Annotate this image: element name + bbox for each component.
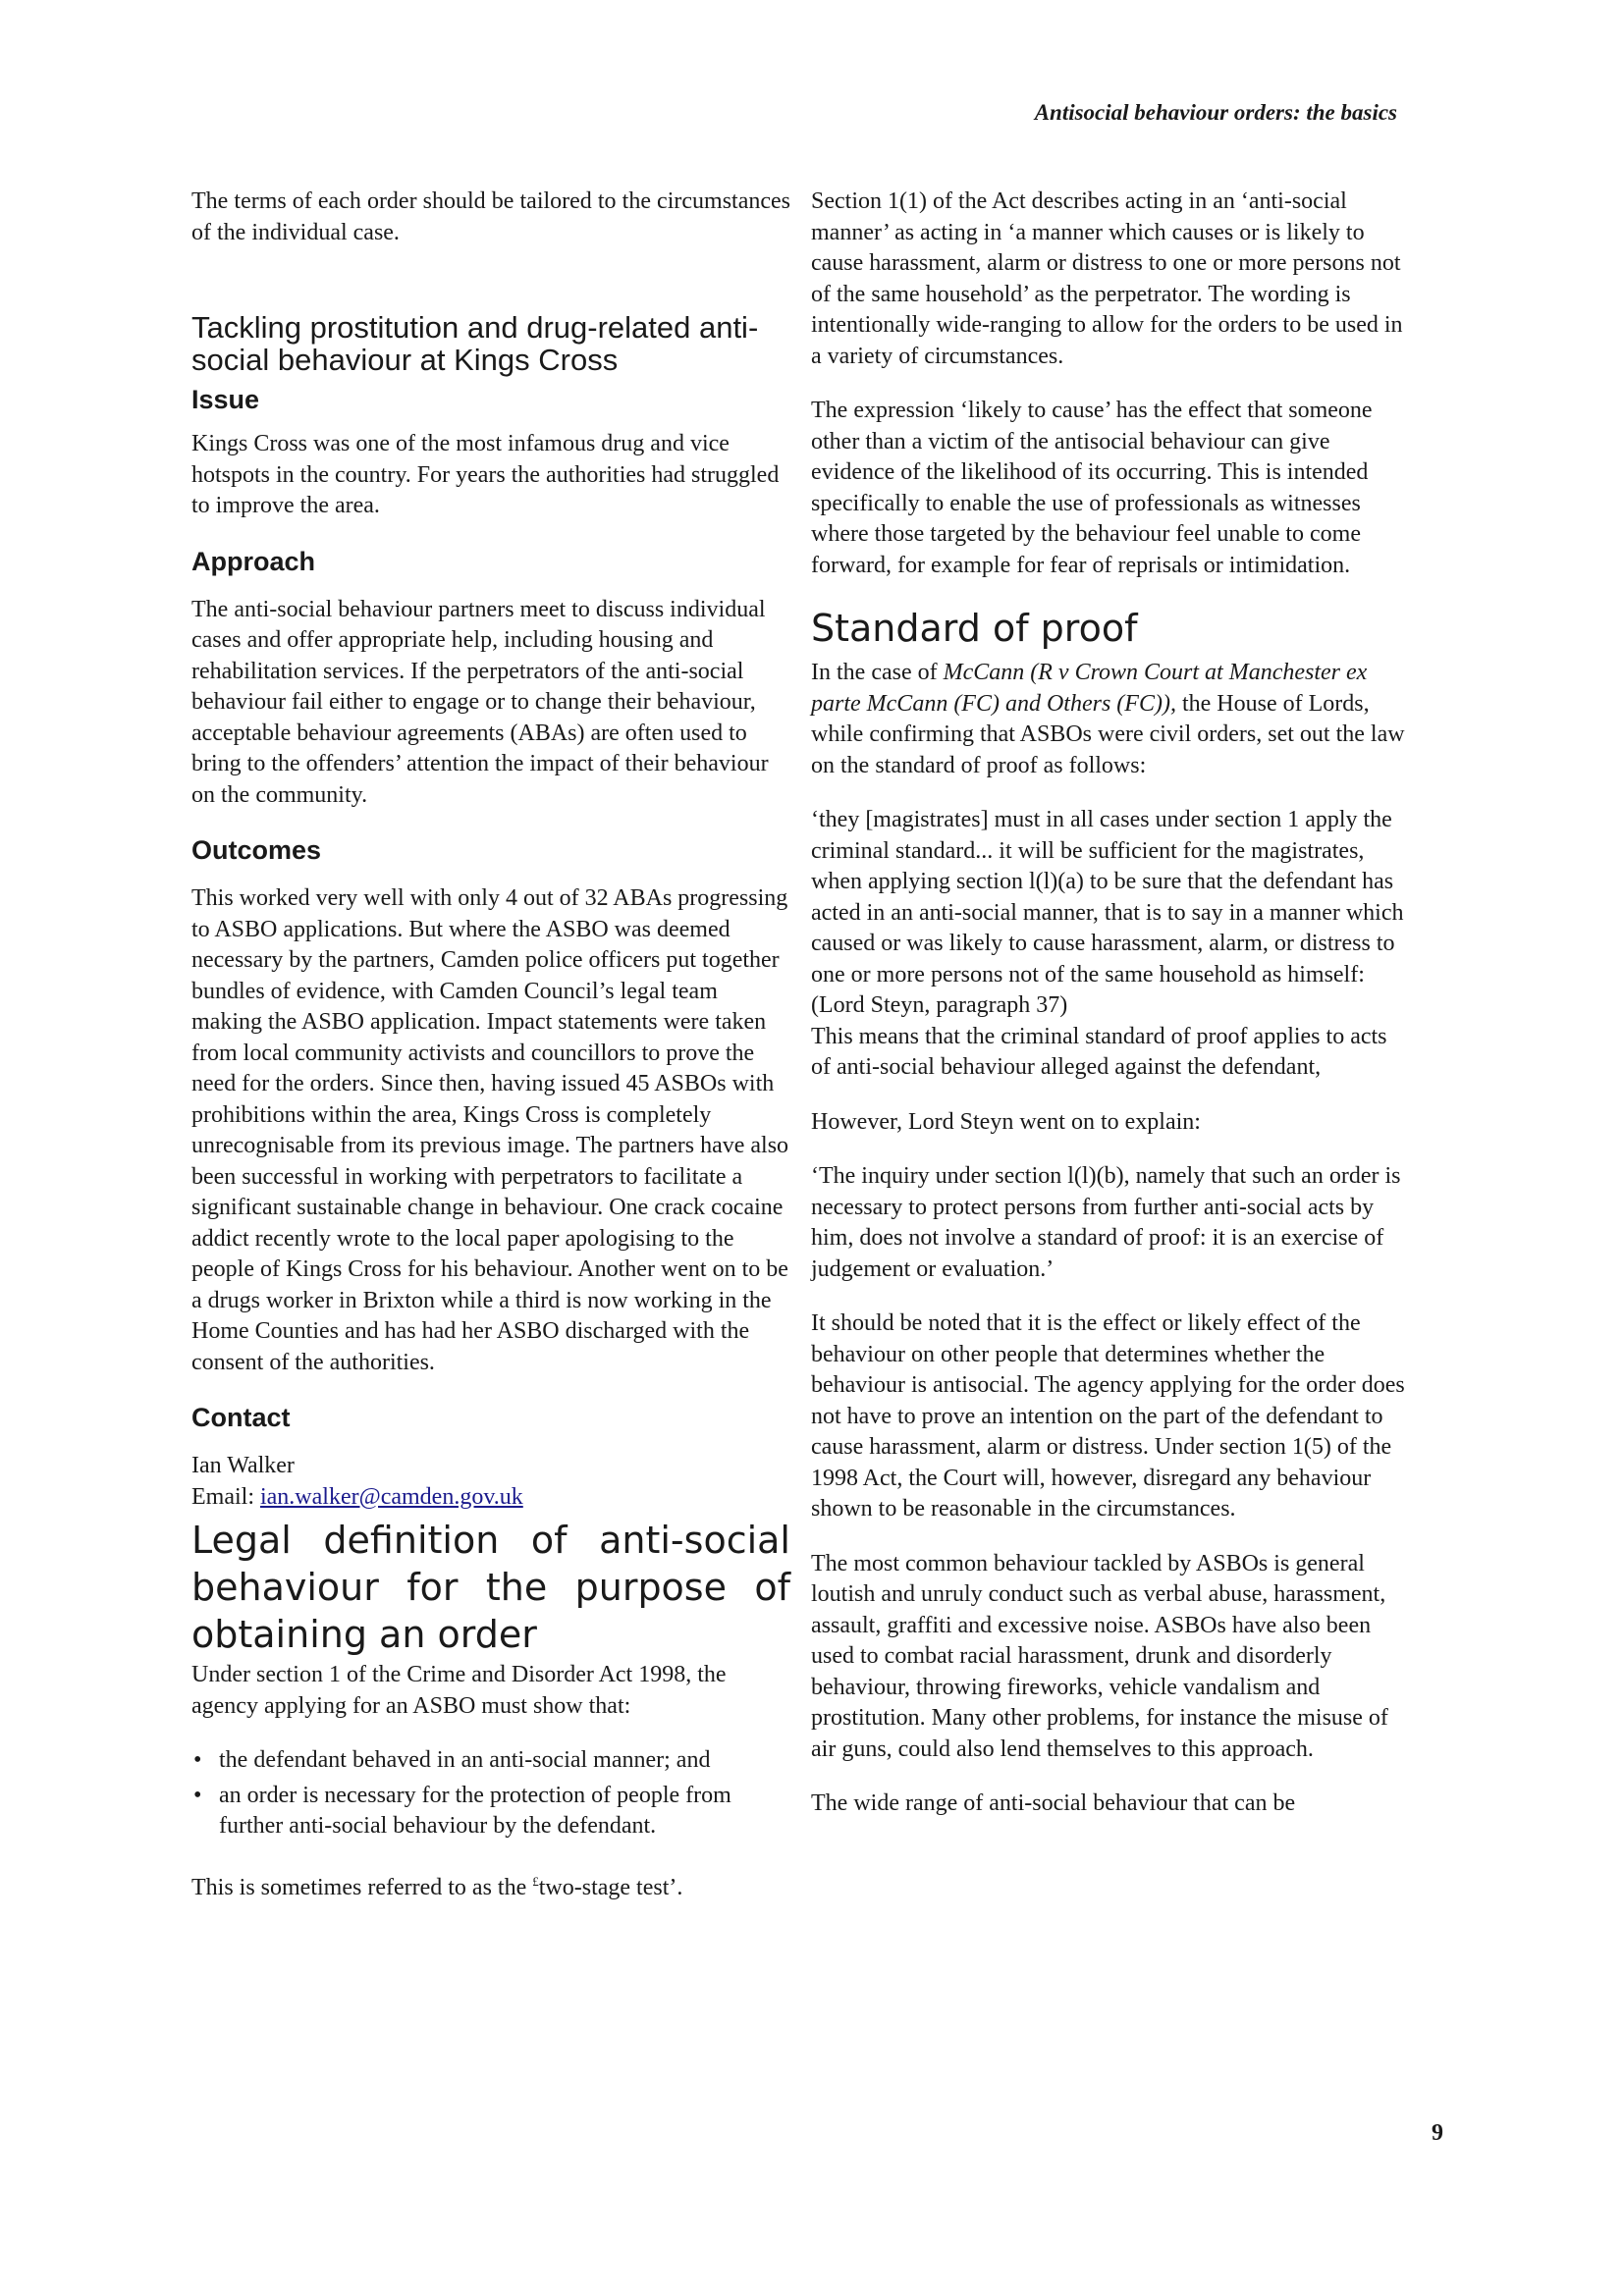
contact-email-line [191,1482,790,1514]
issue-paragraph: Kings Cross was one of the most infamous drug and vice hotspots in the country. For years the authorities had struggled to improve the area. [191,431,780,518]
legal-intro-paragraph: Under section 1 of the Crime and Disorder Act 1998, the agency applying for an ASBO must show that: [191,1662,727,1719]
intro-paragraph: The terms of each order should be tailored to the circumstances of the individual case. [191,188,790,245]
case-suffix: the House of Lords, while confirming that ASBOs were civil orders, set out the law on the standard of proof as follows: [811,690,1405,778]
lord-steyn-quote-1: ‘they [magistrates] must in all cases under section 1 apply the criminal standard... it will be sufficient for the magistrates, when applying section l(l)(a) to be sure that the defendant has acted in an anti-social manner, that is to say in a manner which caused or was likely to cause harassment, alarm, or distress to one or more persons not of the same household as himself: (Lord Steyn, paragraph 37) [811,807,1404,1018]
left-column [191,187,790,1927]
outcomes-heading: Outcomes [191,835,322,865]
test-conditions-list [191,1745,790,1842]
legal-definition-title: Legal definition of anti-social behaviour for the purpose of obtaining an order [191,1519,790,1656]
right-column [811,187,1410,1843]
contact-heading: Contact [191,1403,291,1432]
list-item: • the defendant behaved in an anti-social manner; and [191,1745,790,1777]
standard-of-proof-title: Standard of proof [811,607,1138,650]
two-stage-prefix: This is sometimes referred to as the [191,1874,533,1900]
approach-paragraph: The anti-social behaviour partners meet to discuss individual cases and offer appropriate help, including housing and rehabilitation services. If the perpetrators of the anti-social behaviour fail either to engage or to change their behaviour, acceptable behaviour agreements (ABAs) are often used to bring to the offenders’ attention the impact of their behaviour on the community. [191,596,769,808]
two-stage-test-paragraph [191,1866,790,1904]
contact-email-label: Email: [191,1483,260,1510]
approach-heading: Approach [191,546,316,576]
issue-heading: Issue [191,385,260,414]
lord-steyn-quote-2: ‘The inquiry under section l(l)(b), namely that such an order is necessary to protect persons from further anti-social acts by him, does not involve a standard of proof: it is an exercise of judgement or evaluation.’ [811,1163,1401,1282]
list-item: • an order is necessary for the protection of people from further anti-social behaviour by the defendant. [191,1781,790,1842]
criminal-standard-paragraph: This means that the criminal standard of proof applies to acts of anti-social behaviour alleged against the defendant, [811,1023,1387,1080]
two-stage-suffix: two-stage test’. [538,1874,683,1900]
mccann-paragraph [811,658,1410,781]
common-behaviour-paragraph: The most common behaviour tackled by ASBOs is general loutish and unruly conduct such as verbal abuse, harassment, assault, graffiti and excessive noise. ASBOs have also been used to combat racial harassment, drunk and disorderly behaviour, throwing fireworks, vehicle vandalism and prostitution. Many other problems, for instance the misuse of air guns, could also lend themselves to this approach. [811,1550,1388,1762]
section-1-1-paragraph: Section 1(1) of the Act describes acting in an ‘anti-social manner’ as acting in ‘a manner which causes or is likely to cause harassment, alarm or distress to one or more persons not of the same household’ as the perpetrator. The wording is intentionally wide-ranging to allow for the orders to be used in a variety of circumstances. [811,188,1403,369]
case-name: McCann (R v Crown Court at Manchester ex parte McCann (FC) and Others (FC)), [811,660,1368,717]
wide-range-paragraph: The wide range of anti-social behaviour that can be [811,1790,1296,1816]
case-prefix: In the case of [811,660,944,685]
likely-to-cause-paragraph: The expression ‘likely to cause’ has the effect that someone other than a victim of the antisocial behaviour can give evidence of the likelihood of its occurring. This is intended specifically to enable the use of professionals as witnesses where those targeted by the behaviour feel unable to come forward, for example for fear of reprisals or intimidation. [811,398,1373,578]
outcomes-paragraph: This worked very well with only 4 out of 32 ABAs progressing to ASBO applications. But where the ASBO was deemed necessary by the partners, Camden police officers put together bundles of evidence, with Camden Council’s legal team making the ASBO application. Impact statements were taken from local community activists and councillors to prove the need for the orders. Since then, having issued 45 ASBOs with prohibitions within the area, Kings Cross is completely unrecognisable from its previous image. The partners have also been successful in working with perpetrators to facilitate a significant sustainable change in behaviour. One crack cocaine addict recently wrote to the local paper apologising to the people of Kings Cross for his behaviour. Another went on to be a drugs worker in Brixton while a third is now working in the Home Counties and has had her ASBO discharged with the consent of the authorities. [191,885,789,1375]
case-study-title: Tackling prostitution and drug-related anti-social behaviour at Kings Cross [191,310,759,377]
contact-email-link[interactable]: ian.walker@camden.gov.uk [259,1483,523,1510]
contact-name: Ian Walker [191,1453,295,1478]
effect-note-paragraph: It should be noted that it is the effect or likely effect of the behaviour on other people that determines whether the behaviour is antisocial. The agency applying for the order does not have to prove an intention on the part of the defendant to cause harassment, alarm or distress. Under section 1(5) of the 1998 Act, the Court will, however, disregard any behaviour shown to be reasonable in the circumstances. [811,1310,1405,1522]
running-header: Antisocial behaviour orders: the basics [1034,100,1397,125]
page-number: 9 [1432,2120,1443,2146]
two-stage-mark: £ [532,1873,539,1889]
however-paragraph: However, Lord Steyn went on to explain: [811,1108,1201,1135]
